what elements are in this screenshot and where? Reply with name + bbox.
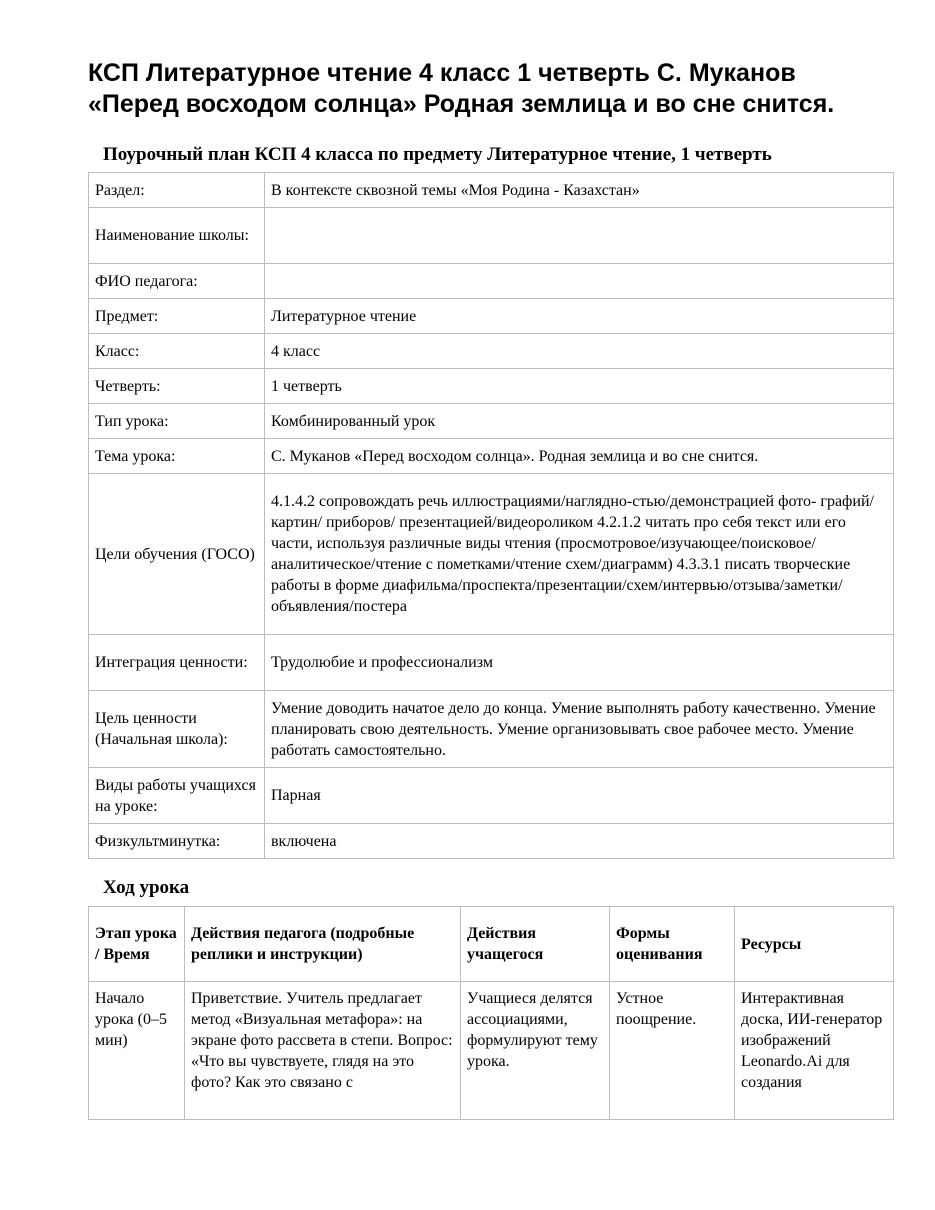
lesson-flow-heading: Ход урока [103, 877, 190, 898]
flow-header-row [89, 907, 894, 982]
info-row-teacher [89, 264, 894, 299]
info-row-school [89, 208, 894, 264]
info-row-grade [89, 334, 894, 369]
info-label: Тема урока: [89, 439, 265, 474]
info-row-value-goal [89, 691, 894, 768]
info-label: Четверть: [89, 369, 265, 404]
info-label: Интеграция ценности: [89, 635, 265, 691]
info-row-physical-break [89, 824, 894, 859]
info-value: Комбинированный урок [265, 404, 894, 439]
info-row-learning-goals [89, 474, 894, 635]
column-header-stage: Этап урока / Время [89, 907, 185, 982]
stage-cell: Начало урока (0–5 мин) [89, 982, 185, 1120]
info-row-work-types [89, 768, 894, 824]
info-label: Физкультминутка: [89, 824, 265, 859]
info-value [265, 208, 894, 264]
info-value: 4.1.4.2 сопровождать речь иллюстрациями/наглядно-стью/демонстрацией фото- графий/картин/ приборов/ презентацией/видеороликом 4.2.1.2 читать про себя текст или его части, используя различные виды чтения (просмотровое/изучающее/поисковое/аналитическое/чтение с пометками/чтение схем/диаграмм) 4.3.3.1 писать творческие работы в форме диафильма/проспекта/презентации/схем/интервью/отзыва/заметки/объявления/постера [265, 474, 894, 635]
info-value: 4 класс [265, 334, 894, 369]
lesson-flow-table [88, 906, 894, 1120]
document-page [88, 58, 893, 1120]
table-row [89, 982, 894, 1120]
info-row-quarter [89, 369, 894, 404]
info-label: Цели обучения (ГОСО) [89, 474, 265, 635]
info-value: Литературное чтение [265, 299, 894, 334]
info-value: Умение доводить начатое дело до конца. Умение выполнять работу качественно. Умение планировать свою деятельность. Умение организовывать свое рабочее место. Умение работать самостоятельно. [265, 691, 894, 768]
info-value: Трудолюбие и профессионализм [265, 635, 894, 691]
teacher-actions-cell: Приветствие. Учитель предлагает метод «Визуальная метафора»: на экране фото рассвета в степи. Вопрос: «Что вы чувствуете, глядя на это фото? Как это связано с [185, 982, 461, 1120]
info-label: Цель ценности (Начальная школа): [89, 691, 265, 768]
column-header-teacher-actions: Действия педагога (подробные реплики и инструкции) [185, 907, 461, 982]
column-header-assessment: Формы оценивания [610, 907, 735, 982]
info-label: Предмет: [89, 299, 265, 334]
student-actions-cell: Учащиеся делятся ассоциациями, формулируют тему урока. [461, 982, 610, 1120]
document-title: КСП Литературное чтение 4 класс 1 четверть С. Муканов «Перед восходом солнца» Родная землица и во сне снится. [88, 59, 835, 118]
info-value: Парная [265, 768, 894, 824]
lesson-info-table [88, 172, 894, 859]
info-value [265, 264, 894, 299]
info-row-subject [89, 299, 894, 334]
column-header-resources: Ресурсы [735, 907, 894, 982]
info-label: Раздел: [89, 173, 265, 208]
info-value: В контексте сквозной темы «Моя Родина - Казахстан» [265, 173, 894, 208]
info-value: С. Муканов «Перед восходом солнца». Родная землица и во сне снится. [265, 439, 894, 474]
info-row-section [89, 173, 894, 208]
info-label: ФИО педагога: [89, 264, 265, 299]
info-label: Наименование школы: [89, 208, 265, 264]
info-row-lesson-type [89, 404, 894, 439]
info-row-lesson-topic [89, 439, 894, 474]
info-label: Класс: [89, 334, 265, 369]
info-value: 1 четверть [265, 369, 894, 404]
resources-cell: Интерактивная доска, ИИ-генератор изображений Leonardo.Ai для создания [735, 982, 894, 1120]
info-label: Виды работы учащихся на уроке: [89, 768, 265, 824]
assessment-cell: Устное поощрение. [610, 982, 735, 1120]
info-row-values-integration [89, 635, 894, 691]
column-header-student-actions: Действия учащегося [461, 907, 610, 982]
plan-heading: Поурочный план КСП 4 класса по предмету Литературное чтение, 1 четверть [103, 144, 772, 165]
info-label: Тип урока: [89, 404, 265, 439]
info-value: включена [265, 824, 894, 859]
